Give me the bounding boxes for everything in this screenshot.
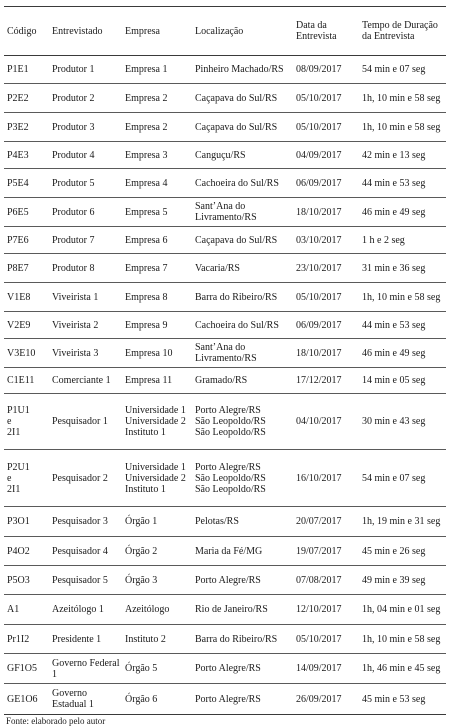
table-row xyxy=(4,312,446,339)
cell-localizacao: Pinheiro Machado/RS xyxy=(192,56,293,84)
cell-codigo: V1E8 xyxy=(4,283,49,312)
cell-empresa: Empresa 8 xyxy=(122,283,192,312)
column-header-entrevistado: Entrevistado xyxy=(49,7,122,56)
cell-duracao: 1h, 19 min e 31 seg xyxy=(359,507,446,537)
cell-empresa: Empresa 4 xyxy=(122,169,192,198)
cell-empresa: Empresa 2 xyxy=(122,84,192,113)
cell-empresa: Universidade 1 Universidade 2 Instituto 1 xyxy=(122,394,192,450)
cell-localizacao: Caçapava do Sul/RS xyxy=(192,84,293,113)
cell-entrevistado: Presidente 1 xyxy=(49,625,122,654)
cell-codigo: P2E2 xyxy=(4,84,49,113)
cell-codigo: P5E4 xyxy=(4,169,49,198)
table-row xyxy=(4,368,446,394)
table-row xyxy=(4,56,446,84)
cell-localizacao: Porto Alegre/RS xyxy=(192,566,293,595)
cell-entrevistado: Pesquisador 1 xyxy=(49,394,122,450)
table-row xyxy=(4,169,446,198)
table-row xyxy=(4,684,446,715)
cell-duracao: 45 min e 26 seg xyxy=(359,537,446,566)
cell-data: 07/08/2017 xyxy=(293,566,359,595)
table-header-row xyxy=(4,7,446,56)
table-row xyxy=(4,595,446,625)
interviews-table xyxy=(4,6,446,715)
cell-duracao: 46 min e 49 seg xyxy=(359,198,446,227)
cell-entrevistado: Produtor 6 xyxy=(49,198,122,227)
cell-duracao: 31 min e 36 seg xyxy=(359,254,446,283)
cell-entrevistado: Produtor 2 xyxy=(49,84,122,113)
cell-codigo: GF1O5 xyxy=(4,654,49,684)
cell-data: 18/10/2017 xyxy=(293,339,359,368)
cell-codigo: P1E1 xyxy=(4,56,49,84)
cell-data: 04/09/2017 xyxy=(293,142,359,169)
cell-entrevistado: Produtor 7 xyxy=(49,227,122,254)
table-row xyxy=(4,654,446,684)
cell-localizacao: Porto Alegre/RS xyxy=(192,684,293,715)
table-row xyxy=(4,84,446,113)
cell-entrevistado: Viveirista 1 xyxy=(49,283,122,312)
cell-duracao: 1h, 10 min e 58 seg xyxy=(359,113,446,142)
cell-codigo: P4O2 xyxy=(4,537,49,566)
cell-data: 12/10/2017 xyxy=(293,595,359,625)
cell-duracao: 46 min e 49 seg xyxy=(359,339,446,368)
cell-empresa: Empresa 3 xyxy=(122,142,192,169)
cell-empresa: Empresa 7 xyxy=(122,254,192,283)
cell-localizacao: Canguçu/RS xyxy=(192,142,293,169)
cell-data: 06/09/2017 xyxy=(293,312,359,339)
cell-duracao: 1h, 10 min e 58 seg xyxy=(359,625,446,654)
cell-codigo: P4E3 xyxy=(4,142,49,169)
cell-entrevistado: Viveirista 3 xyxy=(49,339,122,368)
cell-empresa: Universidade 1 Universidade 2 Instituto 1 xyxy=(122,450,192,507)
cell-localizacao: Vacaria/RS xyxy=(192,254,293,283)
cell-codigo: P7E6 xyxy=(4,227,49,254)
cell-empresa: Empresa 1 xyxy=(122,56,192,84)
cell-entrevistado: Governo Estadual 1 xyxy=(49,684,122,715)
cell-data: 05/10/2017 xyxy=(293,283,359,312)
table-row xyxy=(4,142,446,169)
cell-codigo: P5O3 xyxy=(4,566,49,595)
cell-duracao: 1h, 04 min e 01 seg xyxy=(359,595,446,625)
column-header-data: Data da Entrevista xyxy=(293,7,359,56)
cell-codigo: V3E10 xyxy=(4,339,49,368)
cell-duracao: 30 min e 43 seg xyxy=(359,394,446,450)
cell-entrevistado: Produtor 8 xyxy=(49,254,122,283)
cell-codigo: P3E2 xyxy=(4,113,49,142)
table-row xyxy=(4,450,446,507)
cell-data: 05/10/2017 xyxy=(293,113,359,142)
cell-data: 17/12/2017 xyxy=(293,368,359,394)
cell-localizacao: Sant’Ana do Livramento/RS xyxy=(192,198,293,227)
table-row xyxy=(4,283,446,312)
cell-duracao: 42 min e 13 seg xyxy=(359,142,446,169)
cell-codigo: A1 xyxy=(4,595,49,625)
cell-entrevistado: Viveirista 2 xyxy=(49,312,122,339)
cell-data: 18/10/2017 xyxy=(293,198,359,227)
cell-data: 14/09/2017 xyxy=(293,654,359,684)
cell-localizacao: Maria da Fé/MG xyxy=(192,537,293,566)
cell-entrevistado: Pesquisador 3 xyxy=(49,507,122,537)
cell-data: 05/10/2017 xyxy=(293,84,359,113)
table-row xyxy=(4,537,446,566)
table-body xyxy=(4,56,446,715)
cell-entrevistado: Produtor 1 xyxy=(49,56,122,84)
cell-localizacao: Cachoeira do Sul/RS xyxy=(192,312,293,339)
cell-duracao: 1h, 10 min e 58 seg xyxy=(359,283,446,312)
cell-entrevistado: Pesquisador 4 xyxy=(49,537,122,566)
cell-empresa: Órgão 2 xyxy=(122,537,192,566)
column-header-codigo: Código xyxy=(4,7,49,56)
cell-codigo: P2U1 e 2I1 xyxy=(4,450,49,507)
cell-codigo: P6E5 xyxy=(4,198,49,227)
cell-codigo: P1U1 e 2I1 xyxy=(4,394,49,450)
cell-data: 16/10/2017 xyxy=(293,450,359,507)
cell-data: 06/09/2017 xyxy=(293,169,359,198)
cell-data: 08/09/2017 xyxy=(293,56,359,84)
cell-localizacao: Rio de Janeiro/RS xyxy=(192,595,293,625)
cell-data: 26/09/2017 xyxy=(293,684,359,715)
cell-localizacao: Barra do Ribeiro/RS xyxy=(192,625,293,654)
cell-empresa: Empresa 2 xyxy=(122,113,192,142)
cell-data: 03/10/2017 xyxy=(293,227,359,254)
cell-entrevistado: Produtor 5 xyxy=(49,169,122,198)
cell-codigo: P8E7 xyxy=(4,254,49,283)
cell-empresa: Empresa 6 xyxy=(122,227,192,254)
cell-codigo: C1E11 xyxy=(4,368,49,394)
cell-localizacao: Sant’Ana do Livramento/RS xyxy=(192,339,293,368)
cell-duracao: 1h, 10 min e 58 seg xyxy=(359,84,446,113)
cell-localizacao: Porto Alegre/RS São Leopoldo/RS São Leopoldo/RS xyxy=(192,394,293,450)
cell-duracao: 44 min e 53 seg xyxy=(359,312,446,339)
cell-empresa: Órgão 5 xyxy=(122,654,192,684)
cell-empresa: Empresa 10 xyxy=(122,339,192,368)
cell-entrevistado: Pesquisador 5 xyxy=(49,566,122,595)
cell-empresa: Empresa 5 xyxy=(122,198,192,227)
cell-entrevistado: Comerciante 1 xyxy=(49,368,122,394)
cell-data: 19/07/2017 xyxy=(293,537,359,566)
cell-data: 04/10/2017 xyxy=(293,394,359,450)
cell-empresa: Órgão 1 xyxy=(122,507,192,537)
cell-localizacao: Gramado/RS xyxy=(192,368,293,394)
cell-localizacao: Porto Alegre/RS xyxy=(192,654,293,684)
cell-localizacao: Barra do Ribeiro/RS xyxy=(192,283,293,312)
cell-localizacao: Pelotas/RS xyxy=(192,507,293,537)
cell-entrevistado: Pesquisador 2 xyxy=(49,450,122,507)
column-header-empresa: Empresa xyxy=(122,7,192,56)
cell-entrevistado: Governo Federal 1 xyxy=(49,654,122,684)
cell-duracao: 45 min e 53 seg xyxy=(359,684,446,715)
cell-duracao: 1 h e 2 seg xyxy=(359,227,446,254)
column-header-localizacao: Localização xyxy=(192,7,293,56)
table-row xyxy=(4,566,446,595)
cell-empresa: Órgão 3 xyxy=(122,566,192,595)
cell-duracao: 54 min e 07 seg xyxy=(359,450,446,507)
table-row xyxy=(4,113,446,142)
cell-localizacao: Porto Alegre/RS São Leopoldo/RS São Leopoldo/RS xyxy=(192,450,293,507)
cell-entrevistado: Produtor 3 xyxy=(49,113,122,142)
cell-localizacao: Cachoeira do Sul/RS xyxy=(192,169,293,198)
cell-duracao: 54 min e 07 seg xyxy=(359,56,446,84)
cell-data: 20/07/2017 xyxy=(293,507,359,537)
table-row xyxy=(4,625,446,654)
cell-empresa: Empresa 9 xyxy=(122,312,192,339)
table-row xyxy=(4,507,446,537)
cell-entrevistado: Azeitólogo 1 xyxy=(49,595,122,625)
table-row xyxy=(4,394,446,450)
cell-localizacao: Caçapava do Sul/RS xyxy=(192,113,293,142)
table-row xyxy=(4,254,446,283)
cell-empresa: Azeitólogo xyxy=(122,595,192,625)
cell-empresa: Instituto 2 xyxy=(122,625,192,654)
cell-duracao: 49 min e 39 seg xyxy=(359,566,446,595)
cell-data: 05/10/2017 xyxy=(293,625,359,654)
cell-entrevistado: Produtor 4 xyxy=(49,142,122,169)
cell-codigo: V2E9 xyxy=(4,312,49,339)
cell-duracao: 14 min e 05 seg xyxy=(359,368,446,394)
cell-data: 23/10/2017 xyxy=(293,254,359,283)
cell-duracao: 44 min e 53 seg xyxy=(359,169,446,198)
table-row xyxy=(4,227,446,254)
cell-empresa: Órgão 6 xyxy=(122,684,192,715)
table-row xyxy=(4,198,446,227)
table-footnote: Fonte: elaborado pelo autor xyxy=(6,716,106,726)
cell-duracao: 1h, 46 min e 45 seg xyxy=(359,654,446,684)
cell-localizacao: Caçapava do Sul/RS xyxy=(192,227,293,254)
cell-codigo: GE1O6 xyxy=(4,684,49,715)
column-header-duracao: Tempo de Duração da Entrevista xyxy=(359,7,446,56)
table-row xyxy=(4,339,446,368)
cell-codigo: P3O1 xyxy=(4,507,49,537)
cell-empresa: Empresa 11 xyxy=(122,368,192,394)
cell-codigo: Pr1I2 xyxy=(4,625,49,654)
